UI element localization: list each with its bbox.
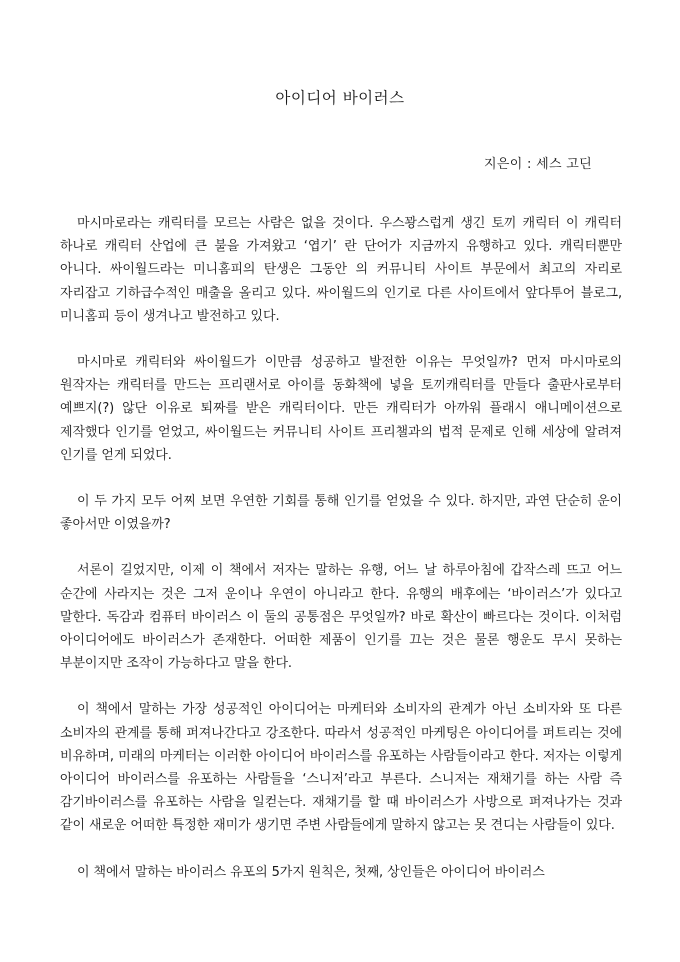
- document-body: [60, 212, 622, 907]
- paragraph: 이 두 가지 모두 어찌 보면 우연한 기회를 통해 인기를 얻었을 수 있다. 하지만, 과연 단순히 운이 좋아서만 이였을까?: [60, 494, 622, 533]
- author-line: 지은이 : 세스 고딘: [484, 157, 592, 172]
- paragraph: 마시마로라는 캐릭터를 모르는 사람은 없을 것이다. 우스꽝스럽게 생긴 토끼 캐릭터 이 캐릭터 하나로 캐릭터 산업에 큰 불을 가져왔고 ‘엽기’ 란 단어가 지금까지 유행하고 있다. 캐릭터뿐만 아니다. 싸이월드라는 미니홈피의 탄생은 그동안 의 커뮤니티 사이트 부문에서 최고의 자리로 자리잡고 기하급수적인 매출을 올리고 있다. 싸이월드의 인기로 다른 사이트에서 앞다투어 블로그, 미니홈피 등이 생겨나고 발전하고 있다.: [60, 216, 622, 324]
- document-title: 아이디어 바이러스: [275, 89, 405, 107]
- paragraph: 서론이 길었지만, 이제 이 책에서 저자는 말하는 유행, 어느 날 하루아침에 갑작스레 뜨고 어느 순간에 사라지는 것은 그저 운이나 우연이 아니라고 한다. 유행의 배후에는 ‘바이러스’가 있다고 말한다. 독감과 컴퓨터 바이러스 이 둘의 공통점은 무엇일까? 바로 확산이 빠르다는 것이다. 이처럼 아이디어에도 바이러스가 존재한다. 어떠한 제품이 인기를 끄는 것은 물론 행운도 무시 못하는 부분이지만 조작이 가능하다고 말을 한다.: [60, 563, 622, 672]
- paragraph: 이 책에서 말하는 바이러스 유포의 5가지 원칙은, 첫째, 상인들은 아이디어 바이러스: [77, 864, 545, 880]
- paragraph: 이 책에서 말하는 가장 성공적인 아이디어는 마케터와 소비자의 관계가 아닌 소비자와 또 다른 소비자의 관계를 통해 퍼져나간다고 강조한다. 따라서 성공적인 마케팅은 아이디어를 퍼트리는 것에 비유하며, 미래의 마케터는 이러한 아이디어 바이러스를 유포하는 사람들이라고 한다. 저자는 이렇게 아이디어 바이러스를 유포하는 사람들을 ‘스니저’라고 부른다. 스니저는 재채기를 하는 사람 즉 감기바이러스를 유포하는 사람을 일컫는다. 재채기를 할 때 바이러스가 사방으로 퍼져나가는 것과 같이 새로운 어떠한 특정한 재미가 생기면 주변 사람들에게 말하지 않고는 못 견디는 사람들이 있다.: [60, 702, 622, 834]
- paragraph: 마시마로 캐릭터와 싸이월드가 이만큼 성공하고 발전한 이유는 무엇일까? 먼저 마시마로의 원작자는 캐릭터를 만드는 프리랜서로 아이를 동화책에 넣을 토끼캐릭터를 만들다 출판사로부터 예쁘지(?) 않단 이유로 퇴짜를 받은 캐릭터이다. 만든 캐릭터가 아까워 플래시 애니메이션으로 제작했다 인기를 얻었고, 싸이월드는 커뮤니티 사이트 프리챌과의 법적 문제로 인해 세상에 알려져 인기를 얻게 되었다.: [60, 355, 622, 463]
